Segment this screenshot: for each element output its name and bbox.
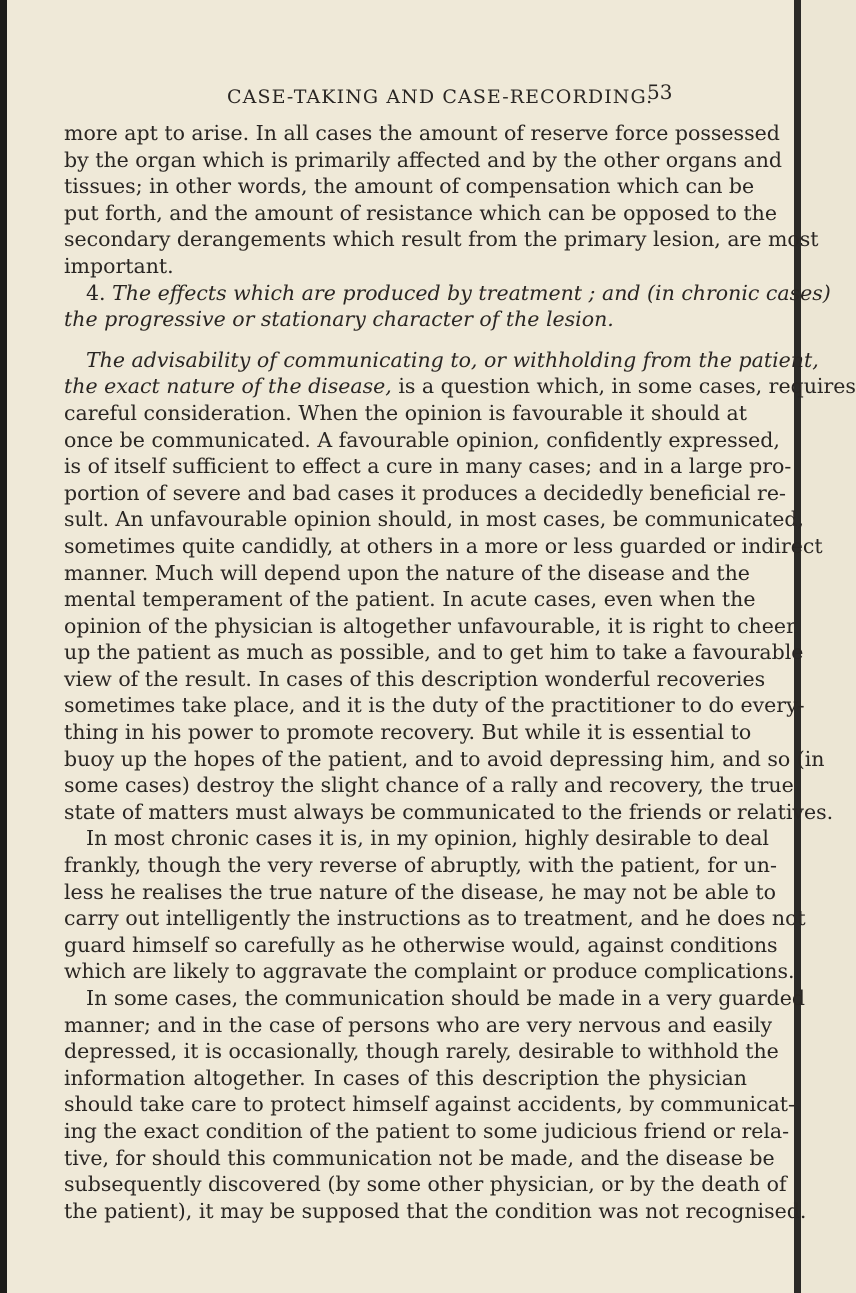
text-line: sult. An unfavourable opinion should, in most cases, be communicated, [64,507,804,532]
text-line: opinion of the physician is altogether unfavourable, it is right to cheer [64,613,796,638]
running-head: CASE-TAKING AND CASE-RECORDING. [227,86,654,108]
item-4-line [64,280,831,307]
text-line: buoy up the hopes of the patient, and to avoid depressing him, and so (in [64,746,825,771]
text-line: once be communicated. A favourable opinion, confidently expressed, [64,427,780,452]
text-line: should take care to protect himself against accidents, by communicat- [64,1092,795,1117]
text-line: manner. Much will depend upon the nature of the disease and the [64,560,750,585]
text-line: carry out intelligently the instructions as to treatment, and he does not [64,906,806,931]
text-line: frankly, though the very reverse of abruptly, with the patient, for un- [64,853,777,878]
text-line: by the organ which is primarily affected and by the other organs and [64,147,783,172]
page-header [7,80,794,110]
text-line: In some cases, the communication should be made in a very guarded [86,986,806,1010]
text-line: which are likely to aggravate the complaint or produce complications. [64,959,795,984]
emphasis: the exact nature of the disease, [64,374,392,399]
text-line: important. [64,253,174,278]
paragraph-gap [64,333,747,347]
text-line: depressed, it is occasionally, though rarely, desirable to withhold the [64,1039,779,1064]
text-line [64,373,856,400]
text-line: is of itself sufficient to effect a cure in many cases; and in a large pro- [64,454,792,479]
text-line: mental temperament of the patient. In acute cases, even when the [64,587,756,612]
page-number: 53 [647,80,673,104]
text-line: ing the exact condition of the patient to some judicious friend or rela- [64,1118,790,1143]
text-line: The advisability of communicating to, or withholding from the patient, [86,347,819,372]
text-line: information altogether. In cases of this description the physician [64,1065,747,1090]
text-line: manner; and in the case of persons who are very nervous and easily [64,1012,773,1037]
text-line: sometimes take place, and it is the duty of the practitioner to do every- [64,693,805,718]
item-number: 4. [86,280,106,305]
text-line: thing in his power to promote recovery. But while it is essential to [64,720,752,745]
text-line: careful consideration. When the opinion is favourable it should at [64,400,747,425]
paragraph-advisability [64,347,856,1225]
text-line: view of the result. In cases of this description wonderful recoveries [64,666,766,691]
text-line: portion of severe and bad cases it produces a decidedly beneficial re- [64,480,786,505]
text-line: secondary derangements which result from the primary lesion, are most [64,227,819,252]
text-line: state of matters must always be communicated to the friends or relatives. [64,799,834,824]
text-line: subsequently discovered (by some other physician, or by the death of [64,1172,787,1197]
text-line: guard himself so carefully as he otherwise would, against conditions [64,932,778,957]
text-line: some cases) destroy the slight chance of a rally and recovery, the true [64,773,794,798]
text-line: In most chronic cases it is, in my opinion, highly desirable to deal [86,826,769,851]
text-line: more apt to arise. In all cases the amount of reserve force possessed [64,121,780,145]
numbered-item-4 [64,280,831,333]
text-line: the patient), it may be supposed that the condition was not recognised. [64,1198,807,1223]
text-line: sometimes quite candidly, at others in a more or less guarded or indirect [64,533,823,558]
paragraph-reserve-force [64,120,819,280]
item-4-heading-continued: the progressive or stationary character of the lesion. [64,307,614,332]
text-line: tissues; in other words, the amount of compensation which can be [64,174,755,199]
text-line: up the patient as much as possible, and to get him to take a favourable [64,640,804,665]
text-line: put forth, and the amount of resistance which can be opposed to the [64,200,777,225]
item-4-heading: The effects which are produced by treatment ; and (in chronic cases) [112,280,831,305]
text-line: tive, for should this communication not be made, and the disease be [64,1145,775,1170]
text-run: is a question which, in some cases, requires [391,374,856,399]
text-line: less he realises the true nature of the disease, he may not be able to [64,879,776,904]
body-text [64,120,856,1224]
